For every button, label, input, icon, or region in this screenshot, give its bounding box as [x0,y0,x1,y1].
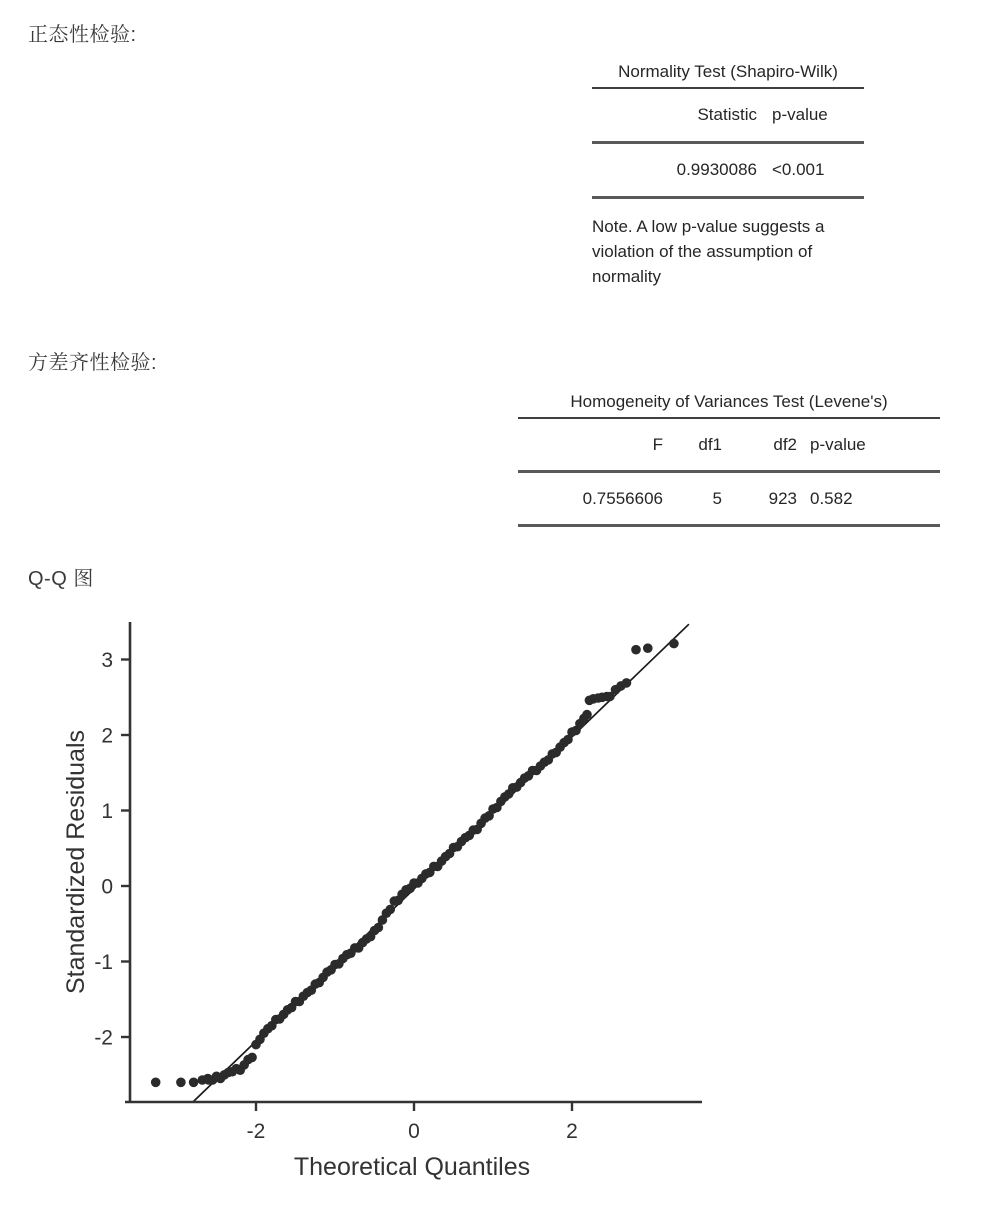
levene-pvalue-value: 0.582 [810,488,853,508]
y-tick-label: 0 [101,875,113,899]
normality-table-note: Note. A low p-value suggests a violation of the assumption of normality [592,217,825,286]
qq-plot [0,600,1004,1207]
qq-section-heading: Q-Q 图 [28,568,94,590]
x-tick-label: 0 [408,1120,420,1143]
levene-col-df2: df2 [773,434,797,454]
x-tick-label: -2 [246,1120,266,1143]
levene-test-table [518,392,940,527]
levene-col-df1: df1 [698,434,722,454]
qq-point [151,1078,161,1088]
homogeneity-section-heading: 方差齐性检验: [28,352,158,374]
normality-section-heading: 正态性检验: [28,24,137,46]
table-row [518,473,940,527]
normality-statistic-value: 0.9930086 [676,160,757,179]
qq-point [176,1078,186,1088]
qq-point [669,639,679,649]
normality-table-header-row [592,89,864,144]
normality-col-pvalue: p-value [772,105,828,124]
table-row [592,144,864,199]
normality-table-title: Normality Test (Shapiro-Wilk) [592,62,864,89]
qq-point [386,905,396,915]
y-tick-label: -1 [94,951,113,974]
x-tick-label: 2 [566,1120,578,1143]
qq-point [622,678,632,688]
levene-table-header-row [518,419,940,473]
y-tick-label: 1 [101,800,113,823]
levene-table-title: Homogeneity of Variances Test (Levene's) [518,392,940,419]
x-axis-title: Theoretical Quantiles [293,1153,531,1181]
y-axis-title: Standardized Residuals [62,729,90,995]
qq-point [582,710,592,720]
y-tick-label: 3 [101,649,113,672]
levene-df1-value: 5 [712,488,722,508]
qq-points-group [151,639,679,1087]
y-tick-label: 2 [101,724,113,748]
normality-pvalue-value: <0.001 [772,160,825,179]
levene-col-pvalue: p-value [810,434,866,454]
levene-df2-value: 923 [768,488,797,508]
y-tick-label: -2 [94,1026,113,1050]
normality-test-table [592,62,864,289]
qq-point [189,1078,199,1088]
levene-f-value: 0.7556606 [582,488,663,508]
qq-point [631,645,641,655]
axis-ticks-group [94,649,578,1143]
normality-col-statistic: Statistic [697,105,757,124]
qq-point [643,643,653,653]
qq-point [247,1053,257,1063]
levene-col-f: F [652,434,663,454]
